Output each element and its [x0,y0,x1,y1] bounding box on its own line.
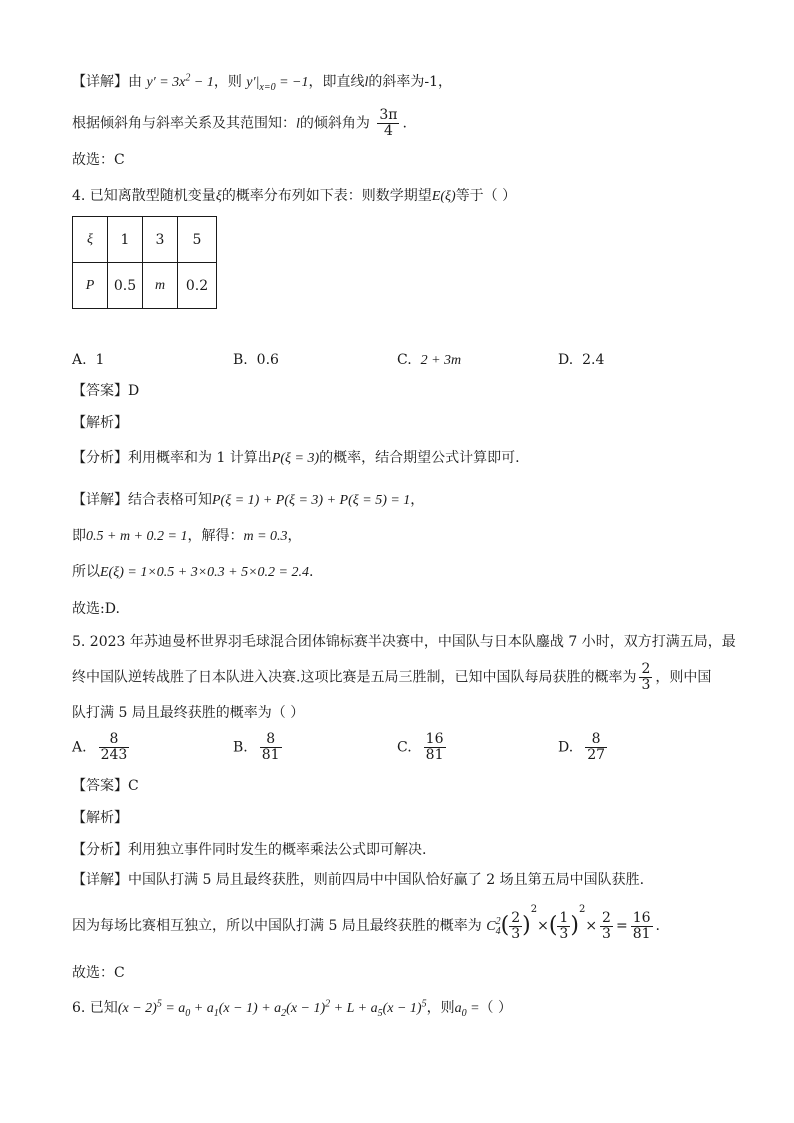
table-cell: 1 [108,217,143,263]
detail-tag: 【详解】 [72,74,128,90]
q5-stem-3: 队打满 5 局且最终获胜的概率为（ ） [72,705,305,721]
q5-stem-2: 终中国队逆转战胜了日本队进入决赛.这项比赛是五局三胜制，已知中国队每局获胜的概率为 $\frac{2}{3}$ ，则中国 [72,661,712,693]
q5-option-b: B. $\frac{8}{81}$ [233,731,280,763]
q4-detail: 【详解】结合表格可知P(ξ = 1) + P(ξ = 3) + P(ξ = 5) = 1， [72,492,425,508]
q5-option-c: C. $\frac{16}{81}$ [397,731,444,763]
q5-analysis-tag: 【解析】 [72,810,128,826]
q3-angle-line: 根据倾斜角与斜率关系及其范围知：l的倾斜角为 $\frac{3\pi}{4}$ . [72,107,407,139]
q3-choice: 故选：C [72,152,125,168]
q4-fenxi: 【分析】利用概率和为 1 计算出P(ξ = 3)的概率，结合期望公式计算即可. [72,450,520,466]
q4-stem: 4. 已知离散型随机变量ξ的概率分布列如下表：则数学期望E(ξ)等于（ ） [72,188,517,204]
q4-solve-m: 即0.5 + m + 0.2 = 1，解得：m = 0.3， [72,528,302,544]
table-cell: ξ [73,217,108,263]
q4-choice: 故选:D. [72,601,120,617]
q6-stem: 6. 已知$(x - 2)^5 = a_0 + a_1(x - 1) + a_2(x - 1)^2 + L + a_5(x - 1)^5$，则$a_0$ =（ ） [72,998,512,1019]
q5-choice: 故选：C [72,965,125,981]
q4-analysis-tag: 【解析】 [72,415,128,431]
table-cell: 0.5 [108,263,143,309]
angle-fraction: $\frac{3\pi}{4}$ [379,107,398,139]
distribution-table [72,216,217,309]
q4-option-d: D. 2.4 [558,352,605,368]
q4-option-c: C. 2 + 3m [397,352,462,368]
table-cell: 3 [143,217,178,263]
table-cell: 0.2 [178,263,217,309]
q4-option-a: A. 1 [72,352,105,368]
q5-detail: 【详解】中国队打满 5 局且最终获胜，则前四局中中国队恰好赢了 2 场且第五局中国队获胜. [72,872,645,888]
q4-answer: 【答案】D [72,383,140,399]
q5-option-a: A. $\frac{8}{243}$ [72,731,128,763]
q5-fenxi: 【分析】利用独立事件同时发生的概率乘法公式即可解决. [72,842,427,858]
q5-probability: 因为每场比赛相互独立，所以中国队打满 5 局且最终获胜的概率为 C 2 4 ( $\frac{2}{3}$ )$^2$×( $\frac{1}{3}$ )$^2$× $\frac{2}{3}$ = $\frac{16}{81}$ . [72,904,660,942]
q5-answer: 【答案】C [72,778,139,794]
derivative-formula: $y' = 3x^2 - 1$ [146,72,214,90]
q4-option-b: B. 0.6 [233,352,279,368]
table-cell: m [143,263,178,309]
q4-expectation: 所以E(ξ) = 1×0.5 + 3×0.3 + 5×0.2 = 2.4. [72,564,314,580]
table-cell: 5 [178,217,217,263]
derivative-value: $y'|_{x=0} = -1$ [246,75,309,93]
table-cell: P [73,263,108,309]
q5-option-d: D. $\frac{8}{27}$ [558,731,606,763]
table-row [73,263,217,309]
q3-detail-line: 【详解】由 $y' = 3x^2 - 1$，则 $y'|_{x=0} = -1$，即直线l的斜率为-1， [72,72,453,93]
q5-stem-1: 5. 2023 年苏迪曼杯世界羽毛球混合团体锦标赛半决赛中，中国队与日本队鏖战 7 小时，双方打满五局，最 [72,634,736,650]
table-row [73,217,217,263]
